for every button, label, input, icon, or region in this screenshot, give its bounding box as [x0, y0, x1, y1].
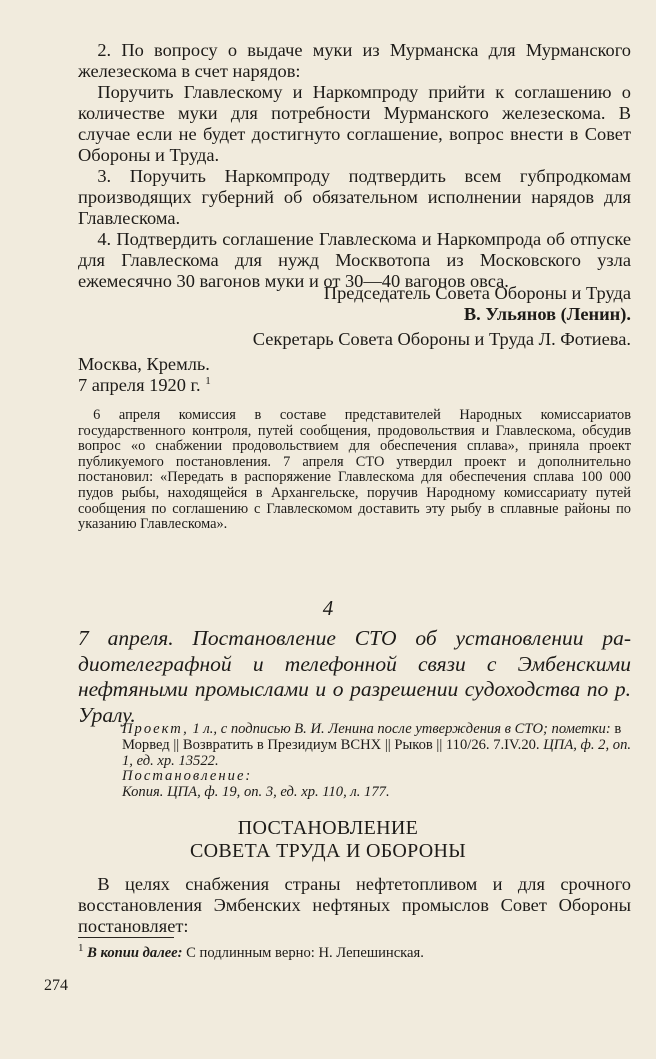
chairman-title: Председатель Совета Обороны и Труда — [323, 283, 631, 303]
place: Москва, Кремль. — [78, 354, 210, 374]
footnote — [78, 942, 424, 961]
footnote-marker: 1 — [205, 374, 211, 387]
chairman-signature: В. Ульянов (Ленин). — [463, 304, 631, 324]
page-number: 274 — [44, 977, 68, 994]
footnote-number: 1 — [78, 942, 84, 955]
paragraph-item-2: 2. По вопросу о выдаче муки из Мурманска для Мурманского железескома в счет нарядов: — [78, 40, 631, 81]
secretary-signature: Секретарь Совета Обороны и Труда Л. Фотиева. — [252, 329, 631, 349]
source-project-desc: 1 л., с подписью В. И. Ленина после утверждения в СТО; пометки: — [188, 721, 611, 737]
paragraph-instruction: Поручить Главлескому и Наркомпроду прийти к соглашению о количестве муки для потребности Мурманского железескома. В случае если не будет достигнуто соглашение, вопрос внести в Совет Обороны и Труда. — [78, 82, 631, 165]
source-references — [122, 722, 634, 801]
source-project — [122, 722, 634, 769]
footnote-separator — [78, 937, 174, 938]
resolution-intro-block — [78, 874, 631, 937]
source-project-archive: ЦПА, ф. 2, оп. 1, ед. хр. 13522. — [122, 736, 632, 769]
source-project-label: Проект, — [122, 721, 189, 737]
resolution-heading-line1: ПОСТАНОВЛЕНИЕ — [237, 817, 419, 839]
document-title-block — [78, 626, 631, 728]
resolution-body — [78, 40, 631, 292]
document-title: 7 апреля. Постановление СТО об установлении радиотелеграфной и телефонной связи с Эмбенскими нефтяными промыслами и о разрешении судоходства по р. Уралу. — [78, 626, 631, 727]
footnote-text: С подлинным верно: Н. Лепешинская. — [182, 945, 424, 961]
paragraph-item-3: 3. Поручить Наркомпроду подтвердить всем губпродкомам производящих губерний об обязательном исполнении нарядов для Главлескома. — [78, 166, 631, 228]
paragraph-item-4: 4. Подтвердить соглашение Главлескома и Наркомпрода об отпуске для Главлескома для нужд Москвотопа из Московского узла ежемесячно 30 вагонов муки и от 30—40 вагонов овса. — [78, 229, 631, 291]
document-number: 4 — [322, 596, 334, 620]
source-project-marks: в Морвед || Возвратить в Президиум ВСНХ || Рыков || 110/26. 7.IV.20. — [122, 721, 622, 753]
resolution-intro: В целях снабжения страны нефтетопливом и для срочного восстановления Эмбенских нефтяных промыслов Совет Обороны постановляет: — [78, 874, 631, 936]
resolution-heading-line2: СОВЕТА ТРУДА И ОБОРОНЫ — [189, 840, 467, 862]
source-resolution-copy: Копия. ЦПА, ф. 19, оп. 3, ед. хр. 110, л. 177. — [122, 784, 390, 801]
date: 7 апреля 1920 г. — [78, 375, 201, 395]
source-resolution-label: Постановление: — [122, 768, 253, 785]
footnote-label: В копии далее: — [87, 945, 183, 961]
editorial-note-text: 6 апреля комиссия в составе представителей Народных комиссариатов государственного контроля, путей сообщения, продовольствия и Главлескома, обсудив вопрос «о снабжении продовольствием для обеспечения сплава», приняла проект публикуемого постановления. 7 апреля СТО утвердил проект и дополнительно постановил: «Передать в распоряжение Главлескома для обеспечения сплава 100 000 пудов рыбы, находящейся в Архангельске, поручив Народному комиссариату путей сообщения по соглашению с Главлескомом доставить эту рыбу в сплавные районы по указанию Главлескома». — [78, 407, 631, 533]
date-line — [78, 375, 631, 396]
editorial-note — [78, 408, 631, 533]
